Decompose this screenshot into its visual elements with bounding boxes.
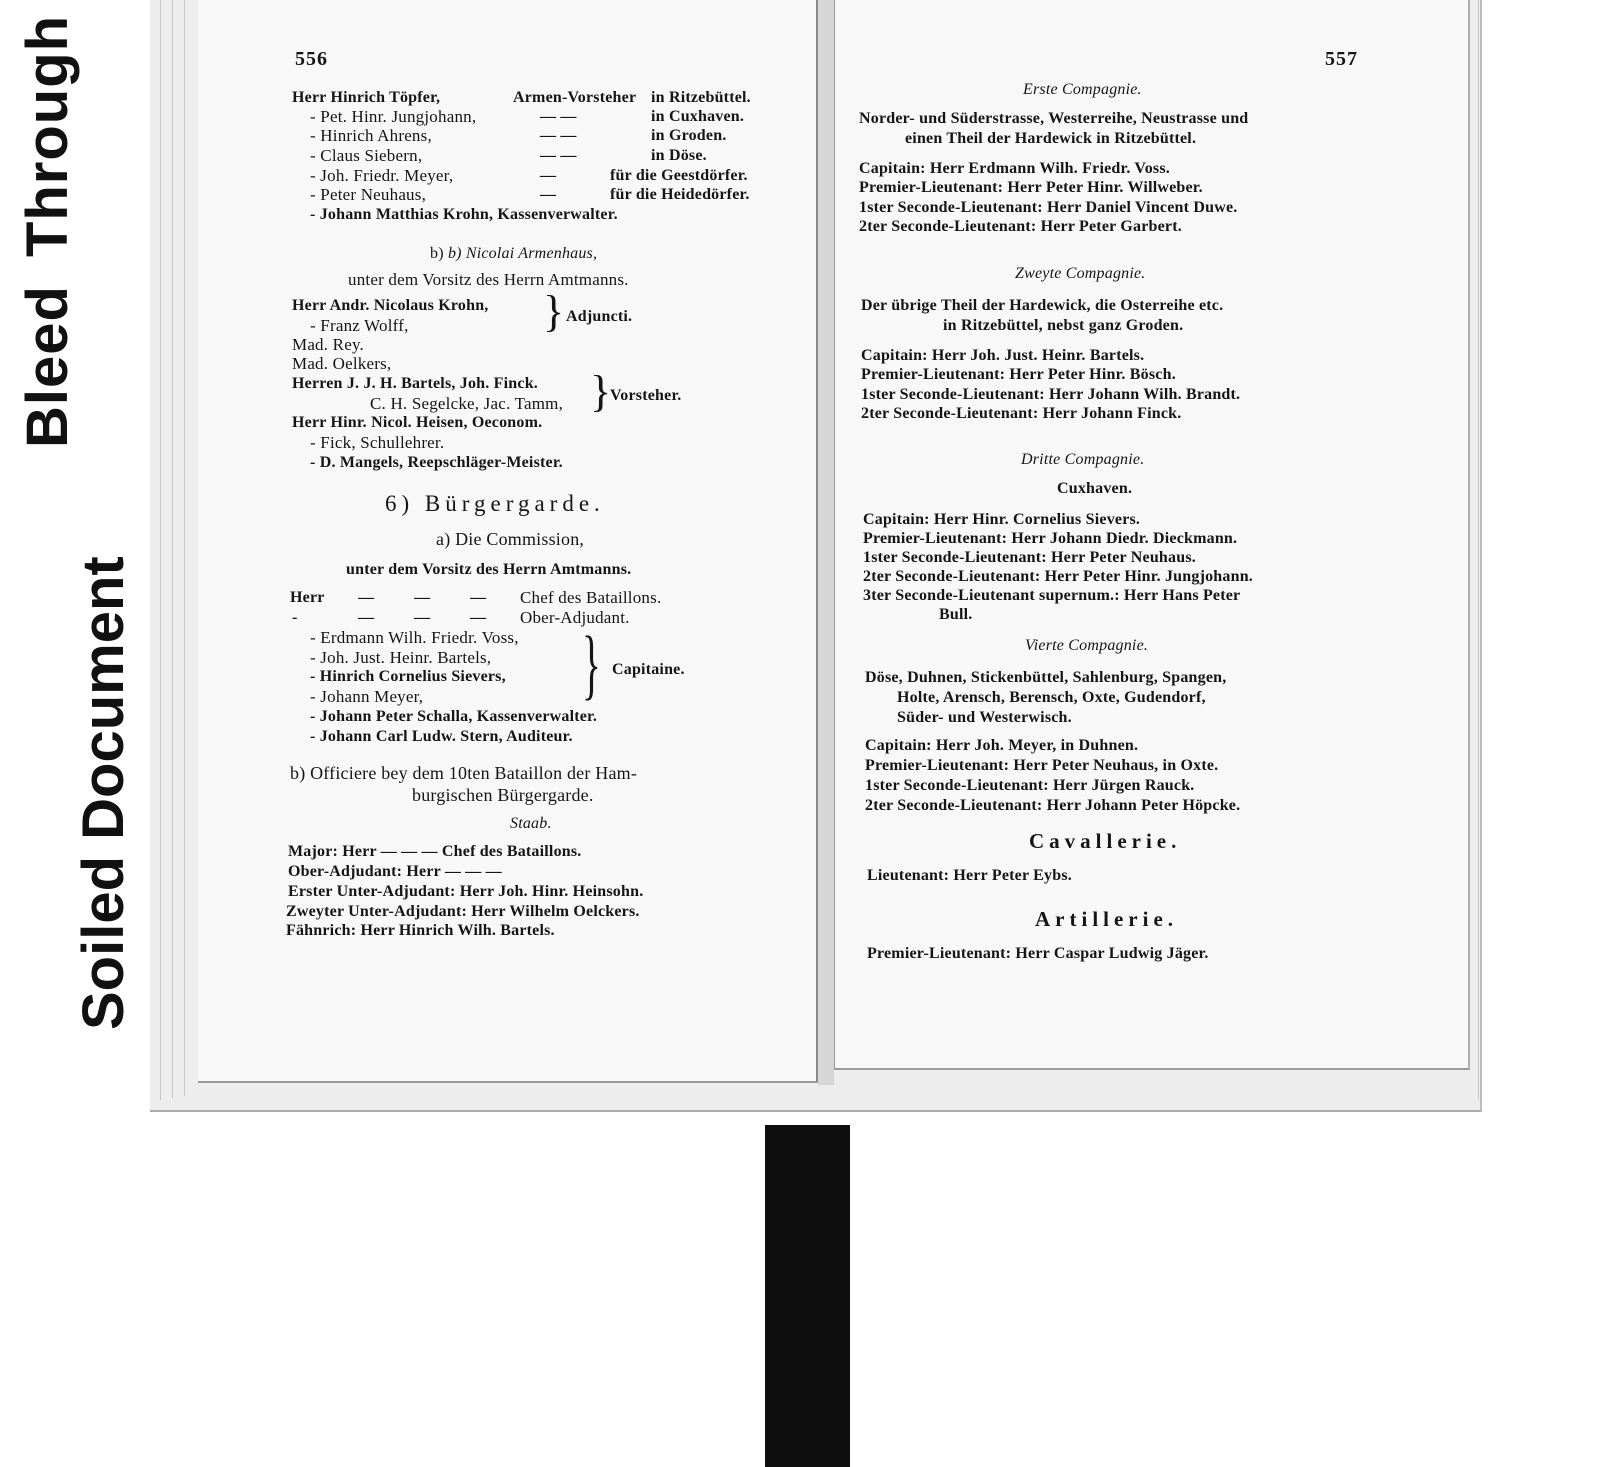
list-item-name: - Claus Siebern,: [310, 146, 423, 165]
staab-line: Ober-Adjudant: Herr — — —: [288, 863, 502, 880]
list-item: - Johann Carl Ludw. Stern, Auditeur.: [310, 728, 573, 745]
commission-dashes: — — —: [358, 589, 504, 606]
officer-line: 2ter Seconde-Lieutenant: Herr Peter Garbert.: [859, 218, 1182, 235]
commission-role: Chef des Bataillons.: [520, 588, 662, 607]
label-through-word: Through: [15, 14, 80, 258]
list-item-name: - Joh. Friedr. Meyer,: [310, 166, 454, 185]
section-subtitle: unter dem Vorsitz des Herrn Amtmanns.: [346, 561, 632, 578]
list-item: - Franz Wolff,: [310, 316, 409, 335]
list-item-name: - Peter Neuhaus,: [310, 185, 427, 204]
list-item-name: - Hinrich Ahrens,: [310, 126, 432, 145]
company-area: Der übrige Theil der Hardewick, die Osterreihe etc.: [861, 297, 1224, 314]
officer-line: Capitain: Herr Hinr. Cornelius Sievers.: [863, 511, 1141, 528]
label-bleed-word: Bleed: [15, 285, 80, 448]
company-area: Holte, Arensch, Berensch, Oxte, Gudendorf,: [897, 689, 1206, 706]
company-area: einen Theil der Hardewick in Ritzebüttel.: [905, 130, 1197, 147]
officer-line: 2ter Seconde-Lieutenant: Herr Johann Finck.: [861, 405, 1182, 422]
list-item: - Joh. Just. Heinr. Bartels,: [310, 648, 492, 667]
officer-line: Premier-Lieutenant: Herr Caspar Ludwig Jäger.: [867, 945, 1209, 962]
officer-line: 3ter Seconde-Lieutenant supernum.: Herr Hans Peter: [863, 587, 1241, 604]
list-item-dashes: —: [540, 167, 557, 184]
company-title: Dritte Compagnie.: [1021, 451, 1145, 468]
group-label: Capitaine.: [612, 661, 685, 678]
list-item-role: Armen-Vorsteher: [513, 89, 637, 106]
list-item: - Johann Peter Schalla, Kassenverwalter.: [310, 708, 598, 725]
section-title: b) b) Nicolai Armenhaus,: [430, 245, 598, 262]
section-heading: Artillerie.: [1035, 907, 1179, 931]
officer-line: 2ter Seconde-Lieutenant: Herr Johann Peter Höpcke.: [865, 797, 1241, 814]
officer-line: 1ster Seconde-Lieutenant: Herr Daniel Vincent Duwe.: [859, 199, 1238, 216]
company-area: in Ritzebüttel, nebst ganz Groden.: [943, 317, 1184, 334]
list-item-dashes: — —: [540, 147, 577, 164]
officer-line: 1ster Seconde-Lieutenant: Herr Jürgen Rauck.: [865, 777, 1195, 794]
officer-line: Premier-Lieutenant: Herr Peter Hinr. Bösch.: [861, 366, 1176, 383]
list-item-dashes: — —: [540, 127, 577, 144]
list-item: Mad. Rey.: [292, 335, 364, 354]
company-area: Cuxhaven.: [1057, 480, 1133, 497]
list-item: - Johann Meyer,: [310, 687, 424, 706]
list-item: Mad. Oelkers,: [292, 354, 392, 373]
list-item: - Hinrich Cornelius Sievers,: [310, 668, 506, 685]
brace: }: [590, 367, 612, 416]
commission-role: Ober-Adjudant.: [520, 608, 630, 627]
group-label: Adjuncti.: [566, 308, 633, 325]
list-item-place: in Ritzebüttel.: [651, 89, 751, 106]
page-edge-line: [160, 0, 161, 1100]
section-heading: Cavallerie.: [1029, 829, 1182, 853]
section-title: a) Die Commission,: [436, 529, 585, 549]
list-item-place: in Cuxhaven.: [651, 108, 745, 125]
section-title: b) Officiere bey dem 10ten Bataillon der Ham-: [290, 763, 638, 783]
list-item-dashes: —: [540, 186, 557, 203]
company-area: Döse, Duhnen, Stickenbüttel, Sahlenburg, Spangen,: [865, 669, 1227, 686]
company-title: Erste Compagnie.: [1023, 81, 1142, 98]
company-area: Norder- und Süderstrasse, Westerreihe, Neustrasse und: [859, 110, 1249, 127]
list-item-dashes: — —: [540, 108, 577, 125]
section-subtitle: Staab.: [510, 815, 552, 832]
list-item: Herr Andr. Nicolaus Krohn,: [292, 297, 489, 314]
group-label: Vorsteher.: [610, 387, 682, 404]
list-item: - Johann Matthias Krohn, Kassenverwalter.: [310, 206, 618, 223]
section-heading: 6) Bürgergarde.: [385, 491, 605, 516]
armenhaus-title: b) Nicolai Armenhaus,: [447, 245, 598, 262]
officer-line: Premier-Lieutenant: Herr Peter Neuhaus, in Oxte.: [865, 757, 1219, 774]
commission-dashes: — — —: [358, 609, 504, 626]
staab-line: Zweyter Unter-Adjudant: Herr Wilhelm Oelckers.: [286, 903, 640, 920]
list-item: - D. Mangels, Reepschläger-Meister.: [310, 454, 563, 471]
staab-line: Fähnrich: Herr Hinrich Wilh. Bartels.: [286, 922, 555, 939]
label-bleed-through: [16, 3, 81, 460]
list-item: C. H. Segelcke, Jac. Tamm,: [370, 394, 564, 413]
commission-name: -: [292, 609, 298, 626]
officer-line: Lieutenant: Herr Peter Eybs.: [867, 867, 1072, 884]
page-number: 556: [295, 48, 328, 70]
section-subtitle: unter dem Vorsitz des Herrn Amtmanns.: [348, 270, 629, 289]
section-title: burgischen Bürgergarde.: [412, 785, 594, 805]
right-page: [834, 0, 1470, 1070]
list-item-place: für die Heidedörfer.: [610, 186, 750, 203]
company-title: Vierte Compagnie.: [1025, 637, 1149, 654]
list-item: - Fick, Schullehrer.: [310, 433, 445, 452]
list-item-place: in Groden.: [651, 127, 727, 144]
page-edge-line: [184, 0, 185, 1096]
officer-line: Capitain: Herr Joh. Just. Heinr. Bartels.: [861, 347, 1145, 364]
officer-line: Bull.: [939, 606, 973, 623]
page-edge-line: [172, 0, 173, 1098]
list-item-name: - Pet. Hinr. Jungjohann,: [310, 107, 477, 126]
list-item: Herren J. J. H. Bartels, Joh. Finck.: [292, 375, 538, 392]
company-title: Zweyte Compagnie.: [1015, 265, 1146, 282]
list-item: - Erdmann Wilh. Friedr. Voss,: [310, 628, 519, 647]
brace: }: [543, 287, 565, 336]
staab-line: Major: Herr — — — Chef des Bataillons.: [288, 843, 582, 860]
officer-line: 2ter Seconde-Lieutenant: Herr Peter Hinr. Jungjohann.: [863, 568, 1253, 585]
list-item: Herr Hinr. Nicol. Heisen, Oeconom.: [292, 414, 543, 431]
officer-line: Capitain: Herr Joh. Meyer, in Duhnen.: [865, 737, 1139, 754]
officer-line: Premier-Lieutenant: Herr Johann Diedr. Dieckmann.: [863, 530, 1238, 547]
bookmark-ribbon: [765, 1125, 850, 1467]
list-item-place: in Döse.: [651, 147, 707, 164]
officer-line: Premier-Lieutenant: Herr Peter Hinr. Willweber.: [859, 179, 1203, 196]
page-edge-line: [1478, 0, 1479, 1100]
officer-line: 1ster Seconde-Lieutenant: Herr Peter Neuhaus.: [863, 549, 1196, 566]
book-gutter: [818, 0, 834, 1085]
officer-line: 1ster Seconde-Lieutenant: Herr Johann Wilh. Brandt.: [861, 386, 1241, 403]
commission-name: Herr: [290, 589, 325, 606]
left-page: [198, 0, 818, 1083]
company-area: Süder- und Westerwisch.: [897, 709, 1072, 726]
list-item-place: für die Geestdörfer.: [610, 167, 748, 184]
page-number: 557: [1325, 48, 1358, 70]
brace: }: [582, 620, 601, 707]
staab-line: Erster Unter-Adjudant: Herr Joh. Hinr. Heinsohn.: [288, 883, 644, 900]
list-item-name: Herr Hinrich Töpfer,: [292, 89, 441, 106]
officer-line: Capitain: Herr Erdmann Wilh. Friedr. Voss.: [859, 160, 1170, 177]
label-soiled-document: Soiled Document: [72, 546, 137, 1040]
